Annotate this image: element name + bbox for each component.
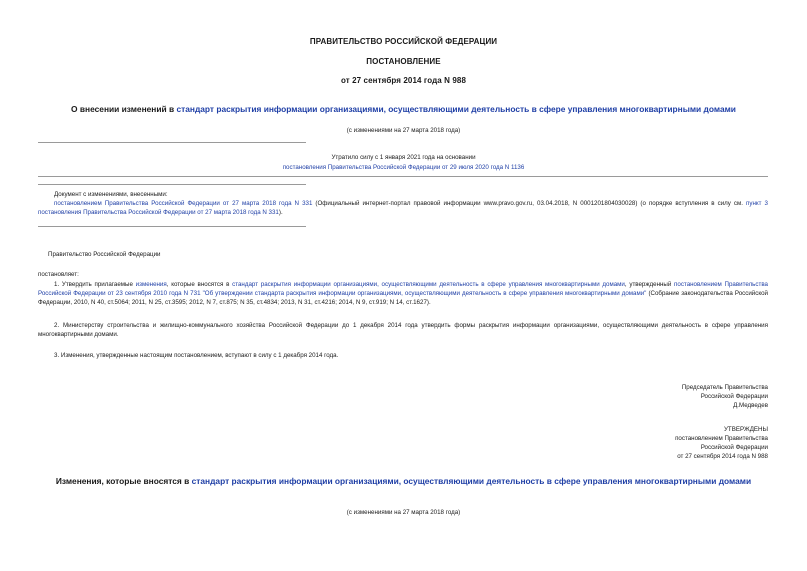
status-text: Утратило силу с 1 января 2021 года на основании (331, 154, 476, 161)
annex-amended-note: (с изменениями на 27 марта 2018 года) (346, 509, 461, 516)
signature-name: Д.Медведев (733, 402, 768, 409)
paragraph-1 (38, 280, 768, 307)
approved-line-2: постановлением Правительства (675, 435, 768, 442)
divider (38, 142, 306, 143)
title-prefix: О внесении изменений в (71, 104, 177, 114)
signature-block (400, 383, 768, 410)
status-repeal-link[interactable]: постановления Правительства Российской Федерации от 29 июля 2020 года N 1136 (282, 164, 525, 171)
p1-text-a: 1. Утвердить прилагаемые (54, 281, 136, 288)
p1-text-c: , утвержденный (624, 281, 675, 288)
signature-line-2: Российской Федерации (700, 393, 768, 400)
divider (38, 176, 768, 177)
approved-line-4: от 27 сентября 2014 года N 988 (677, 453, 768, 460)
approved-line-1: УТВЕРЖДЕНЫ (724, 426, 768, 433)
issuer: Правительство Российской Федерации (48, 251, 161, 258)
title-amended-note: (с изменениями на 27 марта 2018 года) (346, 127, 461, 134)
title-standard-link[interactable]: стандарт раскрытия информации организациями, осуществляющими деятельность в сфере управления многоквартирными домами (176, 104, 736, 114)
divider (38, 184, 306, 185)
paragraph-2: 2. Министерству строительства и жилищно-коммунального хозяйства Российской Федерации до 1 декабря 2014 года утвердить формы раскрытия информации организациями, осуществляющими деятельность в сфере управления многоквартирными домами. (38, 322, 768, 338)
p1-changes-link[interactable]: изменения (135, 281, 167, 288)
doc-date-number: от 27 сентября 2014 года N 988 (340, 76, 466, 85)
approved-line-3: Российской Федерации (700, 444, 768, 451)
approved-block (400, 425, 768, 461)
signature-line-1: Председатель Правительства (681, 384, 768, 391)
annex-title (50, 476, 757, 487)
p1-decree-731-link[interactable]: постановлением Правительства Российской Федерации от 23 сентября 2010 года N 731 "Об утверждении стандарта раскрытия информации организациями, осуществляющими деятельность в сфере управления многоквартирными домами" (38, 281, 768, 297)
decrees-word: постановляет: (38, 271, 79, 278)
document-title (20, 104, 787, 115)
p1-text-b: , которые вносятся в (166, 281, 233, 288)
p1-text-d: (Собрание законодательства Российской Федерации, 2010, N 40, ст.5064; 2011, N 25, ст.3595; 2012, N 7, ст.875; N 35, ст.4834; 2013, N 31, ст.4216; 2014, N 9, ст.919; N 14, ст.1627). (38, 290, 769, 306)
doc-type-heading: ПОСТАНОВЛЕНИЕ (366, 57, 441, 66)
paragraph-3: 3. Изменения, утвержденные настоящим постановлением, вступают в силу с 1 декабря 2014 года. (54, 352, 339, 359)
amendment-source: (Официальный интернет-портал правовой информации www.pravo.gov.ru, 03.04.2018, N 0001201804030028) (о порядке вступления в силу см. (312, 200, 747, 207)
amendments-label: Документ с изменениями, внесенными: (54, 191, 168, 198)
divider (38, 226, 306, 227)
government-heading: ПРАВИТЕЛЬСТВО РОССИЙСКОЙ ФЕДЕРАЦИИ (309, 37, 498, 46)
p1-standard-link[interactable]: стандарт раскрытия информации организациями, осуществляющими деятельность в сфере управления многоквартирными домами (232, 281, 625, 288)
amendments-text (38, 199, 768, 217)
amendment-point3-link[interactable]: пункт 3 постановления Правительства Российской Федерации от 27 марта 2018 года N 331 (38, 200, 768, 216)
annex-standard-link[interactable]: стандарт раскрытия информации организациями, осуществляющими деятельность в сфере управления многоквартирными домами (191, 476, 752, 486)
amendment-331-link[interactable]: постановлением Правительства Российской Федерации от 27 марта 2018 года N 331 (54, 200, 313, 207)
annex-prefix: Изменения, которые вносятся в (55, 476, 192, 486)
amendment-close: ). (278, 209, 283, 216)
